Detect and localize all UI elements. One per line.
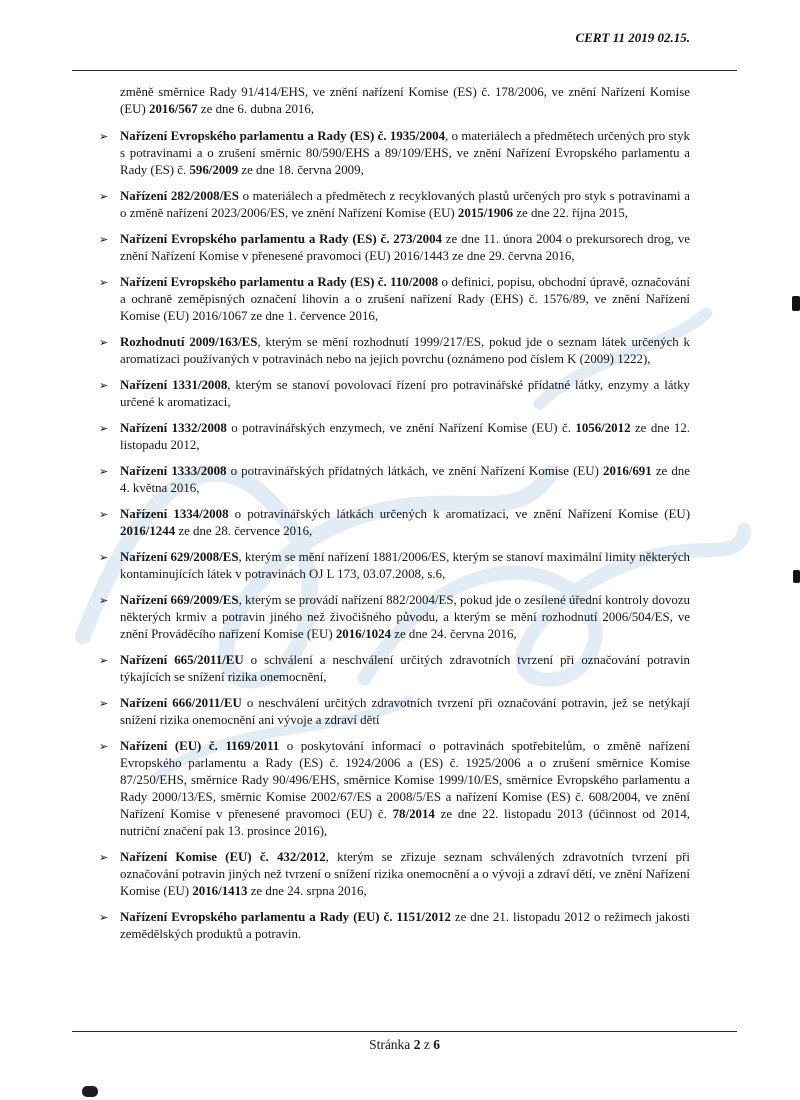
list-item (99, 549, 690, 583)
regulation-text: Nařízení 666/2011/EU o neschválení určitých zdravotních tvrzení při označování potravin, jež se netýkají snížení rizika onemocnění ani vývoje a zdraví dětí (120, 696, 690, 727)
list-item (99, 128, 690, 179)
bullet-arrow-icon: ➢ (99, 697, 109, 710)
bullet-arrow-icon: ➢ (99, 233, 109, 246)
regulation-text: Nařízení Evropského parlamentu a Rady (ES) č. 110/2008 o definici, popisu, obchodní úpravě, označování a ochraně zeměpisných označení lihovin a o zrušení nařízení Rady (EHS) č. 1576/89, ve znění Nařízení Komise (EU) 2016/1067 ze dne 1. července 2016, (120, 275, 690, 323)
regulation-text: Nařízení 1334/2008 o potravinářských látkách určených k aromatizaci, ve znění Nařízení Komise (EU) 2016/1244 ze dne 28. července 2016, (120, 507, 690, 538)
page-footer (72, 1031, 737, 1053)
scan-artifact (793, 570, 800, 583)
bullet-arrow-icon: ➢ (99, 465, 109, 478)
regulation-text: Nařízení (EU) č. 1169/2011 o poskytování informací o potravinách spotřebitelům, o změně nařízení Evropského parlamentu a Rady (ES) č. 1924/2006 a (ES) č. 1925/2006 a o zrušení směrnice Komise 87/250/EHS, směrnice Rady 90/496/EHS, směrnice Komise 1999/10/ES, směrnice Evropského parlamentu a Rady 2000/13/ES, směrnic Komise 2002/67/ES a 2008/5/ES a nařízení Komise (ES) č. 608/2004, ve znění Nařízení Komise v přenesené pravomoci (EU) č. 78/2014 ze dne 22. listopadu 2013 (účinnost od 2014, nutriční značení pak 13. prosince 2016), (120, 739, 690, 838)
bullet-arrow-icon: ➢ (99, 190, 109, 203)
regulation-text: Nařízení 629/2008/ES, kterým se mění nařízení 1881/2006/ES, kterým se stanoví maximální limity některých kontaminujících látek v potravinách OJ L 173, 03.07.2008, s.6, (120, 550, 690, 581)
list-item (99, 420, 690, 454)
bullet-arrow-icon: ➢ (99, 851, 109, 864)
regulation-text: Nařízení Evropského parlamentu a Rady (ES) č. 1935/2004, o materiálech a předmětech určených pro styk s potravinami a o zrušení směrnic 80/590/EHS a 89/109/EHS, ve znění Nařízení Evropského parlamentu a Rady (ES) č. 596/2009 ze dne 18. června 2009, (120, 129, 690, 177)
bullet-arrow-icon: ➢ (99, 130, 109, 143)
list-item (99, 652, 690, 686)
regulation-text: Nařízení Evropského parlamentu a Rady (ES) č. 273/2004 ze dne 11. února 2004 o prekursorech drog, ve znění Nařízení Komise v přenesené pravomoci (EU) 2016/1443 ze dne 29. června 2016, (120, 232, 690, 263)
bullet-arrow-icon: ➢ (99, 551, 109, 564)
regulation-list (99, 128, 690, 943)
bullet-arrow-icon: ➢ (99, 654, 109, 667)
scan-artifact (82, 1086, 98, 1097)
regulation-text: Nařízení 1331/2008, kterým se stanoví povolovací řízení pro potravinářské přídatné látky, enzymy a látky určené k aromatizaci, (120, 378, 690, 409)
regulation-text: Rozhodnutí 2009/163/ES, kterým se mění rozhodnutí 1999/217/ES, pokud jde o seznam látek určených k aromatizaci používaných v potravinách nebo na jejich povrchu (oznámeno pod číslem K (2009) 1222), (120, 335, 690, 366)
scan-artifact (792, 296, 800, 311)
regulation-text: Nařízení 665/2011/EU o schválení a neschválení určitých zdravotních tvrzení při označování potravin týkajících se snížení rizika onemocnění, (120, 653, 690, 684)
bullet-arrow-icon: ➢ (99, 594, 109, 607)
bullet-arrow-icon: ➢ (99, 508, 109, 521)
list-item (99, 274, 690, 325)
list-item (99, 231, 690, 265)
list-item (99, 463, 690, 497)
list-item (99, 849, 690, 900)
list-item (99, 592, 690, 643)
regulation-text: Nařízení Komise (EU) č. 432/2012, kterým se zřizuje seznam schválených zdravotních tvrzení při označování potravin jiných než tvrzení o snížení rizika onemocnění a o vývoji a zdraví dětí, ve znění Nařízení Komise (EU) 2016/1413 ze dne 24. srpna 2016, (120, 850, 690, 898)
bullet-arrow-icon: ➢ (99, 336, 109, 349)
intro-paragraph: změně směrnice Rady 91/414/EHS, ve znění nařízení Komise (ES) č. 178/2006, ve znění Nařízení Komise (EU) 2016/567 ze dne 6. dubna 2016, (120, 85, 690, 116)
doc-reference: CERT 11 2019 02.15. (575, 30, 690, 45)
page-number: Stránka 2 z 6 (369, 1037, 440, 1052)
list-item (99, 377, 690, 411)
document-content (99, 84, 690, 952)
regulation-text: Nařízení 1332/2008 o potravinářských enzymech, ve znění Nařízení Komise (EU) č. 1056/2012 ze dne 12. listopadu 2012, (120, 421, 690, 452)
list-item (99, 909, 690, 943)
list-item (99, 738, 690, 840)
bullet-arrow-icon: ➢ (99, 911, 109, 924)
bullet-arrow-icon: ➢ (99, 740, 109, 753)
list-item (99, 506, 690, 540)
bullet-arrow-icon: ➢ (99, 276, 109, 289)
regulation-text: Nařízení 1333/2008 o potravinářských přídatných látkách, ve znění Nařízení Komise (EU) 2016/691 ze dne 4. května 2016, (120, 464, 690, 495)
header-divider (72, 70, 737, 71)
regulation-text: Nařízení 669/2009/ES, kterým se provádí nařízení 882/2004/ES, pokud jde o zesílené úřední kontroly dovozu některých krmiv a potravin jiného než živočišného původu, a kterým se mění rozhodnutí 2006/504/ES, ve znění Prováděcího nařízení Komise (EU) 2016/1024 ze dne 24. června 2016, (120, 593, 690, 641)
regulation-text: Nařízení 282/2008/ES o materiálech a předmětech z recyklovaných plastů určených pro styk s potravinami a o změně nařízení 2023/2006/ES, ve znění Nařízení Komise (EU) 2015/1906 ze dne 22. října 2015, (120, 189, 690, 220)
bullet-arrow-icon: ➢ (99, 422, 109, 435)
list-item (99, 188, 690, 222)
regulation-text: Nařízení Evropského parlamentu a Rady (EU) č. 1151/2012 ze dne 21. listopadu 2012 o režimech jakosti zemědělských produktů a potravin. (120, 910, 690, 941)
list-item (99, 695, 690, 729)
list-item (99, 334, 690, 368)
bullet-arrow-icon: ➢ (99, 379, 109, 392)
